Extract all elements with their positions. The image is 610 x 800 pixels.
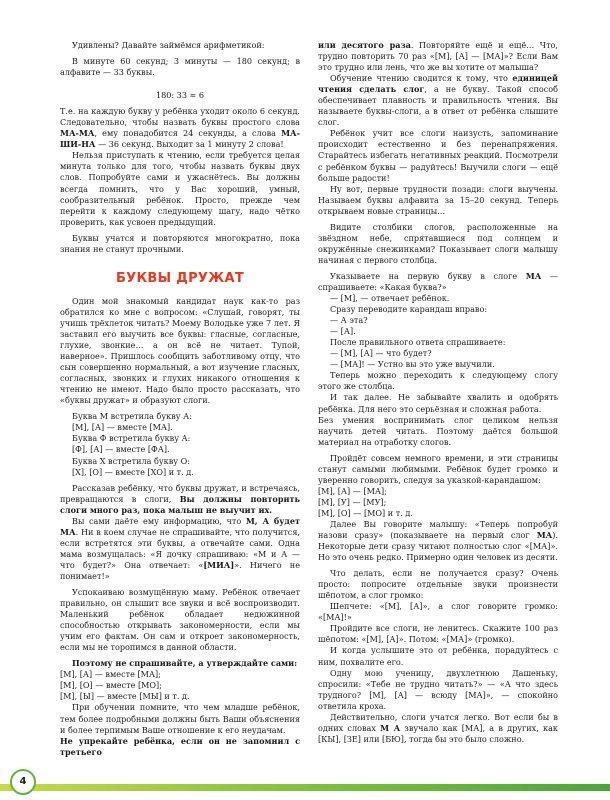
- paragraph: Вы сами даёте ему информацию, что М, А будет МА. Ни в коем случае не спрашивайте, что получится, если встретятся эти буквы, а отвечайте сами. Одна мама возмущалась: «Я дочку спрашиваю: «М и А — что будет?» Она отвечает: «[МИА]». Ничего не понимает!»: [60, 515, 300, 581]
- paragraph: Успокаиваю возмущённую маму. Ребёнок отвечает правильно, он слышит все звуки и всё воспроизводит. Маленький ребёнок обладает недюжинной способностью открывать закономерности, если мы учим его фактам. Он сам и откроет закономерность, если мы не торопимся в данной области.: [60, 587, 300, 653]
- paragraph: Пройдите все слоги, не ленитесь. Скажите 100 раз шёпотом: «[М], [А]». Потом: «[МА]» (громко).: [318, 623, 558, 645]
- footer-bar: [0, 770, 610, 800]
- dialogue-line: После правильного ответа спрашиваете:: [330, 337, 506, 348]
- example-line: [Ф], [А] — вместе [ФА].: [72, 444, 170, 455]
- paragraph: И так далее. Не забывайте хвалить и одобрять ребёнка. Для него это серьёзная и сложная работа.: [318, 392, 558, 414]
- paragraph: Один мой знакомый кандидат наук как-то раз обратился ко мне с вопросом: «Слушай, говорят, ты учишь трёхлеток читать? Моему Володьке уже 7 лет. Я заставил его выучить все буквы: гласные, согласные, глухие, звонкие… а он всё не читает. Тупой, наверное». Пришлось сообщить заботливому отцу, что сын совершенно нормальный, а вот изучение гласных, согласных, звонких и глухих никакого отношения к чтению не имеют. Надо было просто рассказать, что «буквы дружат» и образуют слоги.: [60, 295, 300, 406]
- paragraph: В минуте 60 секунд; 3 минуты — 180 секунд; в алфавите — 33 буквы.: [60, 56, 300, 78]
- footer-stripe: [0, 784, 610, 791]
- paragraph: И когда услышите это от ребёнка, порадуйтесь с ним, похвалите его.: [318, 645, 558, 667]
- example-line: Буква М встретила букву А:: [72, 411, 192, 422]
- paragraph: Ну вот, первые трудности позади: слоги выучены. Называем буквы алфавита за 15–20 секунд. Теперь открываем новые страницы…: [318, 183, 558, 216]
- dialogue-line: — [М], [А] — что будет?: [330, 348, 432, 359]
- example-line: [М], [А] — вместе [МА].: [72, 422, 173, 433]
- dialogue-line: — [М], — отвечает ребёнок.: [330, 293, 450, 304]
- syllable-line: [М], [А] — вместе [МА];: [60, 669, 161, 680]
- section-heading: БУКВЫ ДРУЖАТ: [115, 270, 245, 286]
- dialogue-line: — [А].: [330, 326, 356, 337]
- syllable-line: [М], [О] — [МО] и т. д.: [318, 507, 413, 518]
- paragraph: Т.е. на каждую букву у ребёнка уходит около 6 секунд. Следовательно, чтобы назвать буквы простого слова МА-МА, ему понадобится 24 секунды, а слова МА-ШИ-НА — 36 секунд. Выходит за 1 минуту 2 слова!: [60, 106, 300, 150]
- dialogue-line: — [МА]! — Устно вы это уже выучили.: [330, 359, 495, 370]
- formula: 180: 33 ≈ 6: [155, 90, 205, 101]
- paragraph: Удивлены? Давайте займёмся арифметикой:: [72, 40, 265, 50]
- paragraph: Видите столбики слогов, расположенные на звёздном небе, спрятавшиеся под солнцем и окружённые снежинками? Показывает слоги малышу начиная с первого столбца.: [318, 221, 558, 265]
- syllable-line: [М], [У] — [МУ];: [318, 496, 387, 507]
- syllable-line: [М], [Ы] — вместе [МЫ] и т. д.: [60, 691, 190, 702]
- syllable-line: [М], [А] — [МА];: [318, 485, 387, 496]
- example-line: [Х], [О] — вместе [ХО] и т. д.: [72, 466, 194, 477]
- dialogue-line: — А эта?: [330, 315, 368, 326]
- dialogue-line: Сразу переводите карандаш вправо:: [330, 304, 488, 315]
- paragraph: Буквы учатся и повторяются многократно, пока знания не станут прочными.: [60, 232, 300, 254]
- paragraph: Пройдёт совсем немного времени, и эти страницы станут самыми любимыми. Ребёнок будет громко и уверенно говорить, следуя за указкой-карандашом:: [318, 452, 558, 485]
- paragraph: Что делать, если не получается сразу? Очень просто: попросите отдельные звуки произнести шёпотом, а слог громко:: [318, 568, 558, 601]
- paragraph: Далее Вы говорите малышу: «Теперь попробуй назови сразу» (показываете на первый слог МА). Некоторые дети сразу читают полностью слог «[МА]». Но это очень редко. Примерно один человек из десяти.: [318, 518, 558, 563]
- paragraph: Нельзя приступать к чтению, если требуется целая минута только для того, чтобы назвать буквы двух слов. Попробуйте сами и ужаснётесь. Вы должны всегда помнить, что у Вас хороший, умный, сообразительный ребёнок. Просто, прежде чем перейти к каждому следующему шагу, надо чётко проверить, как усвоен предыдущий.: [60, 150, 300, 227]
- paragraph: Не упрекайте ребёнка, если он не запомнил с третьего: [60, 735, 300, 757]
- paragraph: Одну мою ученицу, двухлетнюю Дашеньку, спросили: «Тебе не трудно читать?» — «А что здесь трудного? [М], [А] — всюду [МА]», — спокойно ответила кроха.: [318, 667, 558, 711]
- paragraph: Ребёнок учит все слоги наизусть, запоминание происходит естественно и без перенапряжения. Старайтесь избегать негативных реакций. Посмотрели с ребёнком буквы — радуйтесь! Выучили слоги — ещё больше радости!: [318, 128, 558, 183]
- example-line: Буква Х встретила букву О:: [72, 455, 190, 466]
- paragraph: Теперь можно переходить к следующему слогу этого же столбца.: [318, 370, 558, 392]
- paragraph: Без умения воспринимать слог целиком нельзя научить детей читать. Поэтому даётся большой материал на отработку слогов.: [318, 414, 558, 447]
- paragraph: Действительно, слоги учатся легко. Вот если бы в одних словах М А звучало как [МА], а в других, как [КЫ], [ЗЕ] или [БЮ], тогда бы это было сложно.: [318, 711, 558, 744]
- right-column: [318, 40, 558, 745]
- example-line: Буква Ф встретила букву А:: [72, 433, 191, 444]
- left-column: [60, 40, 300, 758]
- page-number: 4: [10, 769, 36, 795]
- paragraph: или десятого раза. Повторяйте ещё и ещё… Что, трудно повторить 70 раз «[М], [А] — [МА]»? Если Вам это трудно или лень, что же вы хотите от малыша?: [318, 40, 558, 73]
- paragraph: Рассказав ребёнку, что буквы дружат, и встречаясь, превращаются в слоги, Вы должны повторить слоги много раз, пока малыш не выучит их.: [60, 482, 300, 515]
- paragraph: Поэтому не спрашивайте, а утверждайте сами:: [72, 658, 298, 669]
- syllable-line: [М], [О] — вместе [МО];: [60, 680, 162, 691]
- paragraph: Шепчете: «[М], [А]», а слог говорите громко: «[МА]!»: [318, 601, 558, 623]
- paragraph: Указываете на первую букву в слоге МА — спрашиваете: «Какая буква?»: [318, 270, 558, 292]
- paragraph: Обучение чтению сводится к тому, что единицей чтения сделать слог, а не букву. Такой способ обеспечивает плавность и правильность чтения. Вы называете буквы-слоги, а в ответ от ребёнка слышите слог.: [318, 73, 558, 128]
- paragraph: При обучении помните, что чем младше ребёнок, тем более подробными должны быть Ваши объяснения и более терпимым Ваше отношение к его неудачам.: [60, 702, 300, 735]
